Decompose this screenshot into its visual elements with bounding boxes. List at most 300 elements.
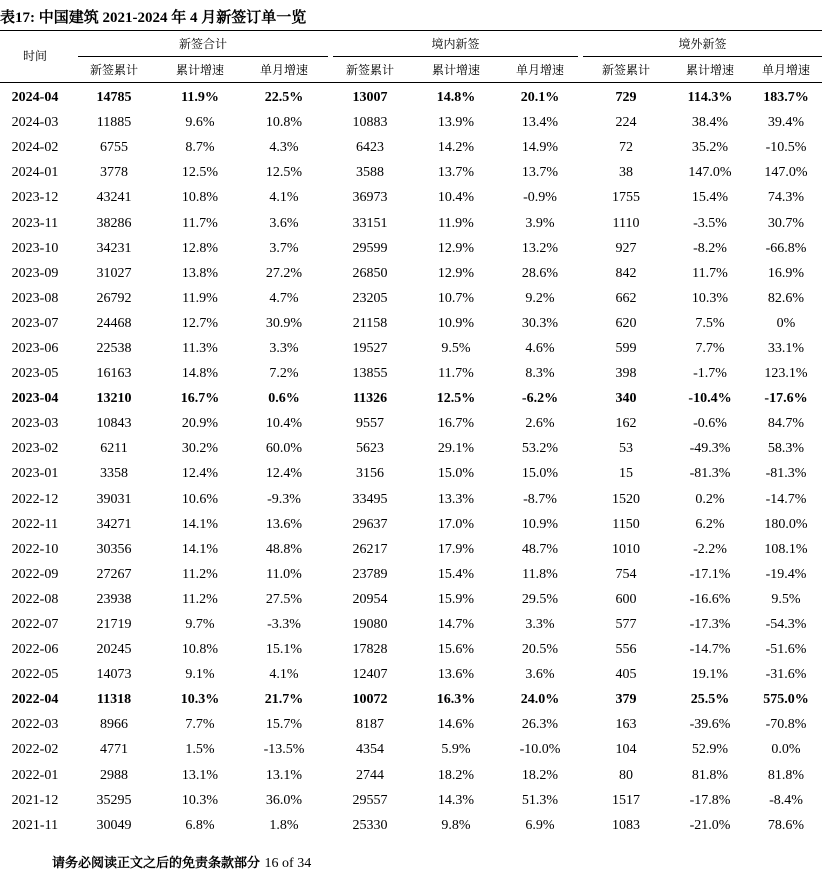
table-cell: 14.3% [437,792,475,808]
table-cell: 58.3% [767,441,805,457]
table-cell: 33495 [352,491,388,507]
table-cell: 21158 [352,315,388,331]
table-cell: 10883 [352,115,388,131]
table-cell: 10843 [96,416,132,432]
table-cell: -66.8% [765,240,807,256]
table-title [0,7,306,29]
table-cell: 9.6% [185,115,215,131]
table-cell: -0.9% [523,190,557,206]
table-cell: 4.1% [269,667,299,683]
table-cell: 13.3% [437,491,475,507]
table-cell: 24.0% [520,692,560,708]
table-cell: 29.5% [521,591,559,607]
table-cell: 19080 [352,617,388,633]
row-time: 2021-11 [11,817,59,833]
table-cell: 12.5% [436,391,476,407]
table-cell: 1.5% [185,742,215,758]
table-cell: 14.1% [181,541,219,557]
table-cell: -16.6% [689,591,731,607]
table-cell: 22538 [96,340,132,356]
table-cell: 15.9% [437,591,475,607]
table-cell: 12.8% [181,240,219,256]
page-number: 16 of 34 [264,856,312,871]
row-time: 2022-06 [11,642,59,658]
row-time: 2022-08 [11,591,59,607]
table-cell: 104 [615,742,637,758]
table-cell: 3358 [100,466,128,482]
table-row [0,361,822,386]
table-cell: 4.3% [269,140,299,156]
table-cell: 1110 [612,215,640,231]
table-row [0,587,822,612]
table-row [0,562,822,587]
table-cell: 7.7% [185,717,215,733]
table-row [0,85,822,110]
table-cell: 13.9% [437,115,475,131]
table-row [0,687,822,712]
table-cell: 28.6% [521,265,559,281]
row-time: 2024-01 [11,165,59,181]
table-cell: 13007 [352,90,388,106]
table-cell: 3156 [356,466,384,482]
table-cell: 3.3% [525,617,555,633]
table-cell: 78.6% [767,817,805,833]
table-cell: 10.8% [181,190,219,206]
table-cell: 0.2% [695,491,725,507]
table-cell: 27.5% [265,591,303,607]
table-cell: 9.8% [441,817,471,833]
group-underline-overseas [583,56,822,57]
table-cell: 29637 [352,516,388,532]
table-row [0,386,822,411]
table-cell: 842 [615,265,637,281]
row-time: 2024-03 [11,115,59,131]
table-cell: 26792 [96,290,132,306]
table-cell: -49.3% [689,441,731,457]
table-cell: -81.3% [765,466,807,482]
table-cell: 29.1% [437,441,475,457]
table-cell: 38286 [96,215,132,231]
table-cell: 18.2% [521,767,559,783]
table-cell: 163 [615,717,637,733]
row-time: 2024-02 [11,140,59,156]
table-cell: 13.6% [437,667,475,683]
table-cell: 2988 [100,767,128,783]
table-cell: -31.6% [765,667,807,683]
table-cell: 927 [615,240,637,256]
table-row [0,612,822,637]
table-cell: 108.1% [764,541,808,557]
table-cell: 16.7% [437,416,475,432]
table-cell: 84.7% [767,416,805,432]
table-cell: 1755 [612,190,640,206]
table-cell: 25.5% [690,692,730,708]
table-cell: 38.4% [691,115,729,131]
table-cell: 12.9% [437,240,475,256]
table-cell: 11.7% [438,366,474,382]
table-cell: 10.3% [180,692,220,708]
row-time: 2024-04 [11,90,59,106]
table-cell: 8.7% [185,140,215,156]
table-cell: 74.3% [767,190,805,206]
table-cell: 30049 [96,817,132,833]
table-cell: -39.6% [689,717,731,733]
table-cell: 11.0% [266,566,302,582]
row-time: 2022-03 [11,717,59,733]
table-cell: 10.9% [437,315,475,331]
orders-table [0,85,822,838]
row-time: 2023-05 [11,366,59,382]
table-cell: 19.1% [691,667,729,683]
table-row [0,160,822,185]
table-cell: 6423 [356,140,384,156]
table-cell: -10.4% [688,391,732,407]
table-cell: 81.8% [767,767,805,783]
table-cell: 15.6% [437,642,475,658]
group-underline-domestic [333,56,578,57]
table-cell: 2.6% [525,416,555,432]
table-cell: -10.5% [765,140,807,156]
table-cell: 18.2% [437,767,475,783]
table-cell: 38 [619,165,633,181]
subcolumn-header: 新签累计 [601,63,650,77]
group-underline-total [78,56,328,57]
row-time: 2022-11 [11,516,59,532]
table-cell: 1517 [612,792,640,808]
table-row [0,537,822,562]
row-time: 2023-10 [11,240,59,256]
table-cell: 12.4% [181,466,219,482]
row-time: 2022-09 [11,566,59,582]
table-row [0,236,822,261]
row-time: 2022-12 [11,491,59,507]
table-row [0,712,822,737]
row-time: 2023-11 [11,215,59,231]
row-time: 2022-10 [11,541,59,557]
table-cell: 30.9% [265,315,303,331]
table-cell: 10.6% [181,491,219,507]
table-cell: 52.9% [691,742,729,758]
table-cell: 14.2% [437,140,475,156]
table-cell: 662 [615,290,637,306]
table-cell: 9.7% [185,617,215,633]
table-cell: 29557 [352,792,388,808]
table-cell: 21719 [96,617,132,633]
table-cell: 575.0% [763,692,809,708]
table-row [0,763,822,788]
table-caption: 中国建筑 2021-2024 年 4 月新签订单一览 [38,10,307,26]
table-cell: -14.7% [765,491,807,507]
table-cell: 3.3% [269,340,299,356]
subcolumn-header: 累计增速 [431,63,480,77]
table-cell: 123.1% [764,366,808,382]
table-cell: 12.9% [437,265,475,281]
table-cell: -2.2% [693,541,727,557]
table-row [0,512,822,537]
table-cell: 25330 [352,817,388,833]
table-row [0,813,822,838]
table-cell: 14.9% [521,140,559,156]
table-cell: 53 [619,441,633,457]
table-cell: 23938 [96,591,132,607]
table-cell: 405 [615,667,637,683]
table-cell: 224 [615,115,637,131]
table-cell: 10072 [352,692,388,708]
table-cell: 15.0% [521,466,559,482]
table-cell: 13.2% [521,240,559,256]
table-cell: 13.7% [437,165,475,181]
table-cell: 11885 [96,115,132,131]
table-cell: -8.7% [523,491,557,507]
row-time: 2023-04 [11,391,59,407]
table-cell: 13.6% [265,516,303,532]
subcolumn-header: 单月增速 [259,63,308,77]
table-cell: 13.1% [265,767,303,783]
table-row [0,487,822,512]
table-cell: 9.1% [185,667,215,683]
table-cell: 6.2% [695,516,725,532]
table-cell: 35.2% [691,140,729,156]
table-cell: 27.2% [265,265,303,281]
table-cell: 3.6% [525,667,555,683]
group-header-total: 新签合计 [178,37,227,51]
table-cell: 1010 [612,541,640,557]
table-cell: -19.4% [765,566,807,582]
table-cell: 48.8% [265,541,303,557]
table-cell: 4.6% [525,340,555,356]
table-cell: 17.9% [437,541,475,557]
table-cell: 5623 [356,441,384,457]
table-cell: 14.6% [437,717,475,733]
table-cell: 24468 [96,315,132,331]
table-cell: 15.0% [437,466,475,482]
subcolumn-header: 单月增速 [515,63,564,77]
table-cell: 11.8% [522,566,558,582]
table-cell: 1520 [612,491,640,507]
table-cell: 33151 [352,215,388,231]
table-cell: 33.1% [767,340,805,356]
table-cell: 16163 [96,366,132,382]
table-cell: 26.3% [521,717,559,733]
table-cell: 11.9% [181,90,219,106]
table-row [0,286,822,311]
table-cell: 0.6% [268,391,300,407]
table-cell: 11.3% [182,340,218,356]
table-cell: 3.7% [269,240,299,256]
table-cell: 53.2% [521,441,559,457]
table-cell: 3588 [356,165,384,181]
table-cell: 0.0% [771,742,801,758]
table-cell: 13210 [96,391,132,407]
table-cell: 4.7% [269,290,299,306]
table-row [0,336,822,361]
table-cell: 599 [615,340,637,356]
table-cell: 81.8% [691,767,729,783]
table-row [0,411,822,436]
table-cell: 14.8% [181,366,219,382]
table-cell: 10.3% [691,290,729,306]
table-cell: 30356 [96,541,132,557]
table-cell: 29599 [352,240,388,256]
table-cell: 20.9% [181,416,219,432]
table-cell: 11.2% [182,591,218,607]
subcolumn-header: 新签累计 [345,63,394,77]
table-cell: 43241 [96,190,132,206]
table-cell: 82.6% [767,290,805,306]
subcolumn-header: 累计增速 [685,63,734,77]
table-cell: 35295 [96,792,132,808]
table-cell: 11.9% [438,215,474,231]
table-cell: -10.0% [519,742,561,758]
table-cell: 26217 [352,541,388,557]
table-cell: 30.2% [181,441,219,457]
table-cell: 15.4% [437,566,475,582]
table-cell: 15.4% [691,190,729,206]
table-cell: 11326 [352,391,388,407]
table-cell: 1150 [612,516,640,532]
row-time: 2023-12 [11,190,59,206]
table-cell: 4.1% [269,190,299,206]
table-cell: 10.8% [265,115,303,131]
table-row [0,436,822,461]
table-row [0,261,822,286]
table-cell: 6755 [100,140,128,156]
table-cell: 19527 [352,340,388,356]
table-cell: 30.3% [521,315,559,331]
table-cell: 147.0% [688,165,732,181]
page-footer [52,852,311,872]
subcolumn-header: 新签累计 [89,63,138,77]
table-cell: 13.7% [521,165,559,181]
table-cell: 60.0% [265,441,303,457]
table-cell: 1083 [612,817,640,833]
table-cell: -17.8% [689,792,731,808]
table-cell: 9.5% [771,591,801,607]
table-cell: 22.5% [264,90,304,106]
table-cell: 8966 [100,717,128,733]
table-cell: -13.5% [263,742,305,758]
table-cell: 15.1% [265,642,303,658]
table-cell: 11.9% [182,290,218,306]
table-cell: 14073 [96,667,132,683]
table-cell: 4354 [356,742,384,758]
table-cell: -70.8% [765,717,807,733]
table-cell: 3.6% [269,215,299,231]
table-row [0,737,822,762]
table-cell: -17.6% [764,391,808,407]
table-cell: 17828 [352,642,388,658]
table-row [0,210,822,235]
table-cell: 21.7% [264,692,304,708]
table-cell: 12.5% [265,165,303,181]
table-cell: 16.9% [767,265,805,281]
table-cell: 14.1% [181,516,219,532]
table-row [0,110,822,135]
header-top-rule [0,30,822,31]
table-cell: -17.3% [689,617,731,633]
row-time: 2023-06 [11,340,59,356]
table-cell: 9.2% [525,290,555,306]
group-header-overseas: 境外新签 [678,37,727,51]
table-cell: 9.5% [441,340,471,356]
table-cell: 8.3% [525,366,555,382]
table-cell: -81.3% [689,466,731,482]
table-cell: 12.5% [181,165,219,181]
table-cell: 6.9% [525,817,555,833]
table-cell: 34271 [96,516,132,532]
table-cell: 36.0% [265,792,303,808]
table-cell: 340 [615,391,637,407]
table-number: 表17: [0,10,35,26]
table-cell: 23789 [352,566,388,582]
table-cell: 10.3% [181,792,219,808]
table-cell: 39.4% [767,115,805,131]
disclaimer-text: 请务必阅读正文之后的免责条款部分 [52,856,261,871]
table-cell: 13.1% [181,767,219,783]
table-cell: 754 [615,566,637,582]
table-cell: 30.7% [767,215,805,231]
table-row [0,637,822,662]
table-row [0,461,822,486]
table-row [0,788,822,813]
table-cell: -8.4% [769,792,803,808]
table-cell: 10.4% [437,190,475,206]
table-cell: 147.0% [764,165,808,181]
table-cell: 51.3% [521,792,559,808]
table-cell: 7.2% [269,366,299,382]
table-cell: 7.7% [695,340,725,356]
table-cell: 12.4% [265,466,303,482]
table-cell: 3778 [100,165,128,181]
table-row [0,185,822,210]
table-cell: 34231 [96,240,132,256]
table-cell: 162 [615,416,637,432]
row-time: 2023-09 [11,265,59,281]
table-cell: 80 [619,767,633,783]
row-time: 2023-07 [11,315,59,331]
header-time: 时间 [22,49,47,63]
table-cell: 27267 [96,566,132,582]
table-cell: 0% [776,315,796,331]
table-cell: 577 [615,617,637,633]
table-cell: -54.3% [765,617,807,633]
table-cell: 729 [615,90,637,106]
table-cell: 39031 [96,491,132,507]
header-bottom-rule [0,82,822,83]
table-cell: -9.3% [267,491,301,507]
table-cell: 15.7% [265,717,303,733]
table-cell: -1.7% [693,366,727,382]
table-cell: -3.5% [693,215,727,231]
table-cell: 14.7% [437,617,475,633]
table-cell: 13.4% [521,115,559,131]
table-cell: 183.7% [763,90,809,106]
table-cell: -8.2% [693,240,727,256]
table-cell: 1.8% [269,817,299,833]
table-cell: 10.8% [181,642,219,658]
table-cell: -17.1% [689,566,731,582]
table-cell: 4771 [100,742,128,758]
row-time: 2022-05 [11,667,59,683]
table-cell: 16.7% [180,391,220,407]
table-cell: 7.5% [695,315,725,331]
table-cell: 31027 [96,265,132,281]
subcolumn-header: 单月增速 [761,63,810,77]
row-time: 2022-02 [11,742,59,758]
table-cell: 20.5% [521,642,559,658]
table-cell: 398 [615,366,637,382]
table-cell: 14785 [96,90,132,106]
